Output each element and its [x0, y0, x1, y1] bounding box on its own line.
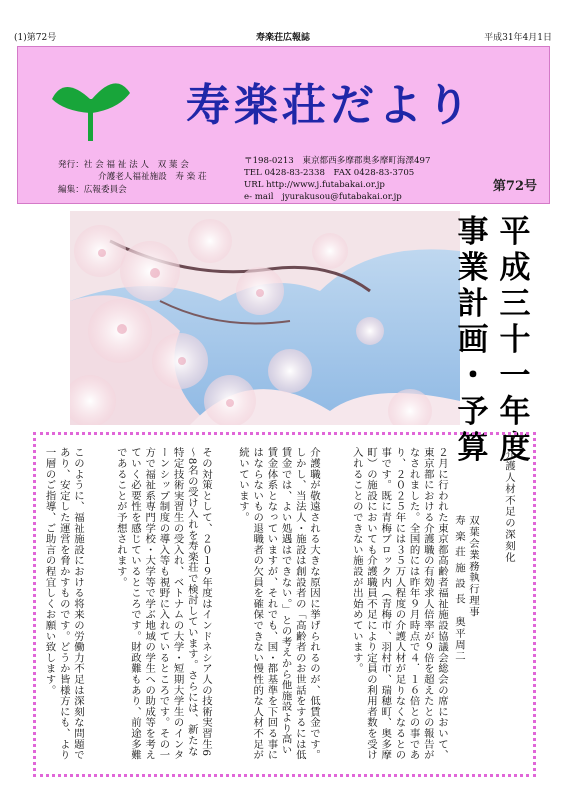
article-box — [33, 432, 536, 777]
article-paragraph: その対策として、２０１９年度はインドネシア人の技術実習生6～8名の受け入れを寿楽荘で検討しています。さらには、新たな特定技術実習生の受入れ、ベトナムの大学・短期大学生のインターンシップ制度の導入等も視野に入れているところです。その一方で福祉系専門学校・大学等で学ぶ地域の学生への助成等を考えていく必要性を感じているところです。財政難もあり、前途多難であることが予想されます。 — [114, 447, 212, 761]
article-paragraph: ２月に行われた東京都高齢者福祉施設協議会総会の席において、東京都における介護職の有効求人倍率が９倍を超えたとの報告がなされました。全国的には昨年９月時点で４．１６倍との事であり、２０２５年には３５万人程度の介護人材が足りなくなるとの事です。既に青梅ブロック内（青梅市、羽村市、瑞穂町、奥多摩町）の施設においても介護職員不足により定員の利用者数を受け入れることのできない施設が出始めています。 — [350, 447, 448, 761]
issue-number: 第72号 — [492, 179, 537, 194]
email-address: e- mail jyurakusou@futabakai.or.jp — [244, 192, 402, 202]
page-number: (1)第72号 — [14, 33, 57, 43]
article-paragraph: 介護職が敬遠される大きな原因に挙げられるのが、低賃金です。しかし、当法人・施設は創設者の「高齢者のお世話をするには低賃金では、よい処遇はできない。」との考えから他施設より高い賃金体系となっていますが、それでも、国・都基準を下回る事にはならないもの退職者の欠員を確保できない慢性的な人材不足が続いています。 — [236, 447, 320, 761]
newsletter-title: 寿楽荘だより — [186, 80, 474, 131]
publisher-line: 発行：社 会 福 祉 法 人 双 葉 会 — [58, 160, 189, 170]
headline-business-plan: 事 業 計 画 ・ 予 算 — [457, 214, 489, 466]
headline-fiscal-year: 平 成 三 十 一 年 度 — [499, 214, 531, 466]
article-title: 介護人材不足の深刻化 — [503, 449, 515, 563]
tel-fax: TEL 0428-83-2338 FAX 0428-83-3705 — [244, 168, 415, 178]
cherry-blossom-photo — [70, 211, 460, 425]
page-header — [14, 30, 552, 44]
author-name: 寿 楽 荘 施 設 長 奥平周二 — [453, 515, 465, 662]
masthead — [17, 46, 550, 204]
article-paragraph: このように、福祉施設における将来の労働力不足は深刻な問題であり、安定した運営を脅かすものです。どうか皆様方にも、より一層のご指導、ご助言の程宜しくお願い致します。 — [43, 447, 84, 761]
author-title: 双葉会業務執行理事 — [467, 515, 479, 618]
facility-line: 介護老人福祉施設 寿 楽 荘 — [98, 172, 207, 182]
newsletter-name: 寿楽荘広報誌 — [255, 33, 310, 43]
issue-date: 平成31年4月1日 — [484, 33, 552, 43]
futaba-logo-icon — [50, 69, 132, 143]
editor-line: 編集：広報委員会 — [58, 185, 127, 195]
website-url: URL http://www.j.futabakai.or.jp — [244, 180, 385, 190]
address: 〒198-0213 東京都西多摩郡奥多摩町海澤497 — [244, 156, 431, 166]
